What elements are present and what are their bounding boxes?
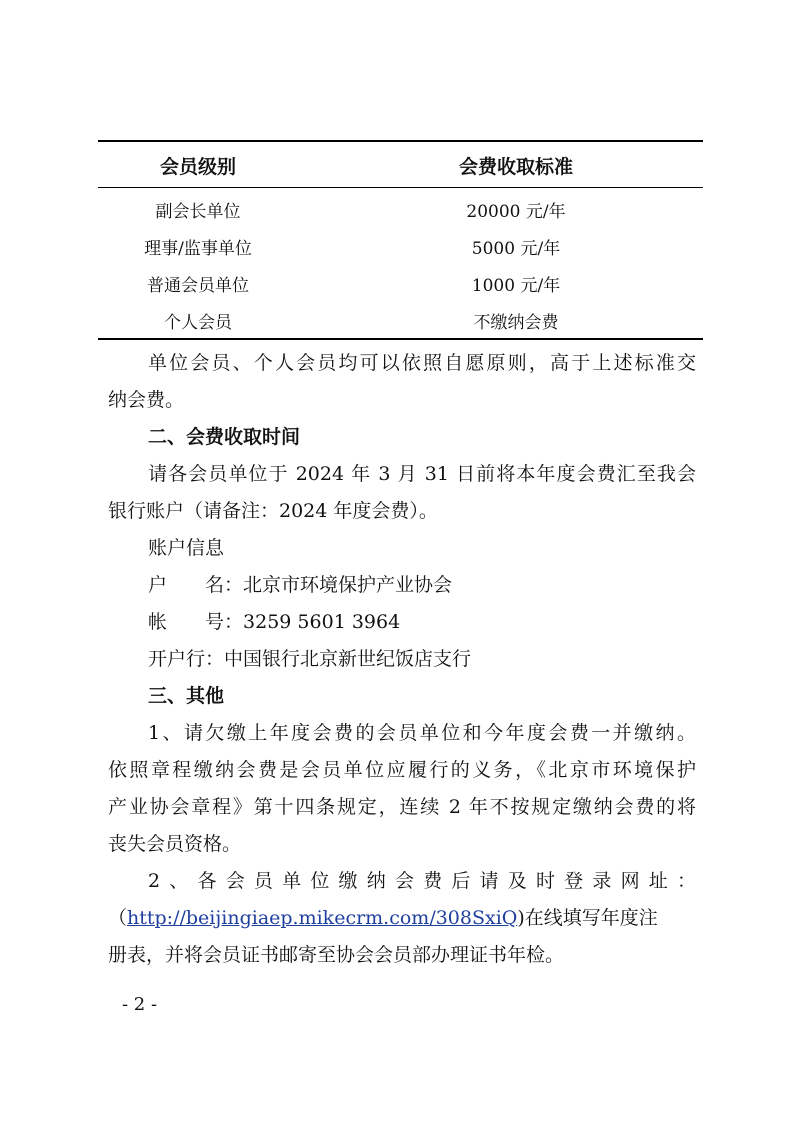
account-info-title: 账户信息 bbox=[148, 537, 225, 559]
table-row bbox=[98, 199, 703, 236]
fee-cell: 5000 元/年 bbox=[471, 239, 561, 259]
fee-cell: 20000 元/年 bbox=[466, 202, 566, 222]
registration-link[interactable]: http://beijingiaep.mikecrm.com/308SxiQ bbox=[127, 907, 518, 929]
paragraph-line: 1、请欠缴上年度会费的会员单位和今年度会费一并缴纳。 bbox=[148, 722, 696, 744]
table-row bbox=[98, 310, 703, 347]
account-name-label-a: 户 bbox=[148, 574, 168, 596]
bank-line bbox=[108, 641, 696, 678]
url-trailing-text: )在线填写年度注 bbox=[517, 907, 658, 929]
table-header-rule bbox=[98, 187, 703, 188]
paragraph-line: 产业协会章程》第十四条规定，连续 2 年不按规定缴纳会费的将 bbox=[108, 796, 696, 818]
paragraph-line: 银行账户（请备注：2024 年度会费）。 bbox=[108, 500, 438, 522]
bank-label: 开户行： bbox=[148, 648, 225, 670]
account-number-value: 3259 5601 3964 bbox=[243, 611, 401, 633]
account-number-line bbox=[108, 604, 696, 641]
table-top-rule bbox=[98, 140, 703, 142]
member-level-cell: 普通会员单位 bbox=[147, 276, 249, 296]
account-number-label-a: 帐 bbox=[148, 611, 168, 633]
member-level-cell: 个人会员 bbox=[164, 313, 232, 333]
account-name-line bbox=[108, 567, 696, 604]
member-level-cell: 理事/监事单位 bbox=[144, 239, 252, 259]
paragraph-line: 请各会员单位于 2024 年 3 月 31 日前将本年度会费汇至我会 bbox=[148, 463, 696, 485]
page-number: - 2 - bbox=[122, 994, 158, 1015]
fee-cell: 不缴纳会费 bbox=[473, 313, 559, 333]
paragraph-line: 依照章程缴纳会费是会员单位应履行的义务，《北京市环境保护 bbox=[108, 759, 696, 781]
document-body bbox=[108, 345, 696, 974]
fee-cell: 1000 元/年 bbox=[471, 276, 561, 296]
account-name-value: 北京市环境保护产业协会 bbox=[243, 574, 453, 596]
member-level-cell: 副会长单位 bbox=[155, 202, 241, 222]
bank-value: 中国银行北京新世纪饭店支行 bbox=[224, 648, 472, 670]
paragraph-line: 册表，并将会员证书邮寄至协会会员部办理证书年检。 bbox=[108, 944, 565, 966]
section-heading-fee-time: 二、会费收取时间 bbox=[148, 426, 301, 448]
paragraph-line: 丧失会员资格。 bbox=[108, 833, 242, 855]
note-line: 单位会员、个人会员均可以依照自愿原则，高于上述标准交 bbox=[148, 352, 696, 374]
table-bottom-rule bbox=[98, 338, 703, 340]
table-header-level: 会员级别 bbox=[159, 156, 236, 178]
note-line: 纳会费。 bbox=[108, 389, 185, 411]
paragraph-line: 2、各会员单位缴纳会费后请及时登录网址： bbox=[148, 870, 696, 892]
account-name-label-b: 名： bbox=[205, 574, 244, 596]
section-heading-other: 三、其他 bbox=[148, 685, 225, 707]
url-line bbox=[108, 900, 696, 937]
table-row bbox=[98, 236, 703, 273]
table-header-fee: 会费收取标准 bbox=[458, 156, 573, 178]
account-number-label-b: 号： bbox=[205, 611, 244, 633]
table-row bbox=[98, 273, 703, 310]
paren-open: （ bbox=[108, 907, 128, 929]
